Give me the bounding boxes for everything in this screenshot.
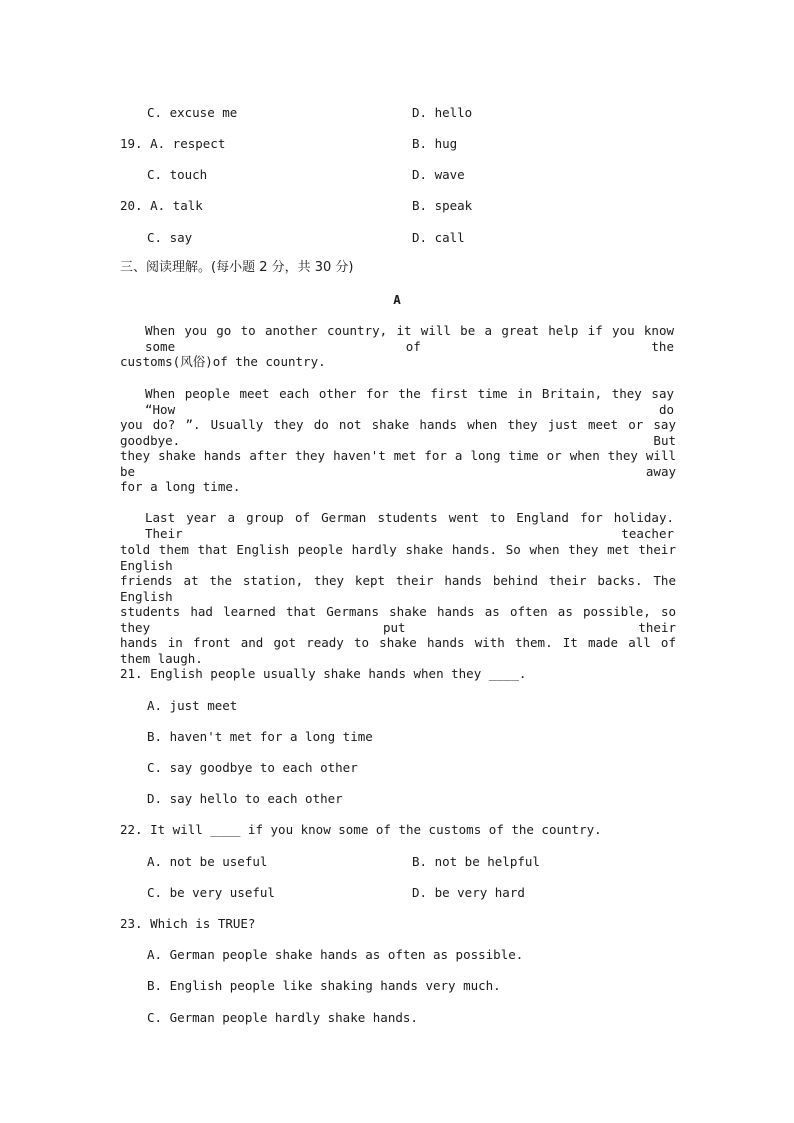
passage-p3-line2: told them that English people hardly shake hands. So when they met their English — [120, 542, 676, 573]
q20-option-d: D. call — [412, 230, 465, 245]
passage-heading: A — [393, 292, 401, 307]
q20-option-c: C. say — [147, 230, 193, 245]
q21-stem: 21. English people usually shake hands when they ____. — [120, 666, 527, 681]
passage-p2-line4: for a long time. — [120, 479, 241, 494]
q21-option-c: C. say goodbye to each other — [147, 760, 358, 775]
q19-option-a: 19. A. respect — [120, 136, 226, 151]
q21-option-d: D. say hello to each other — [147, 791, 343, 806]
passage-p1-line2: customs(风俗)of the country. — [120, 354, 326, 369]
q23-stem: 23. Which is TRUE? — [120, 916, 256, 931]
q20-option-a: 20. A. talk — [120, 198, 203, 213]
q20-option-b: B. speak — [412, 198, 473, 213]
q18-option-c: C. excuse me — [147, 105, 238, 120]
passage-p2-line1: When people meet each other for the first time in Britain, they say “How do — [145, 386, 674, 417]
section-title: 三、阅读理解。(每小题 2 分，共 30 分) — [120, 260, 354, 275]
q22-stem: 22. It will ____ if you know some of the customs of the country. — [120, 822, 602, 837]
q23-option-c: C. German people hardly shake hands. — [147, 1010, 418, 1025]
q19-option-b: B. hug — [412, 136, 458, 151]
passage-p2-line3: they shake hands after they haven't met for a long time or when they will be away — [120, 448, 676, 479]
q22-option-c: C. be very useful — [147, 885, 275, 900]
q22-option-a: A. not be useful — [147, 854, 268, 869]
q18-option-d: D. hello — [412, 105, 473, 120]
passage-p3-line3: friends at the station, they kept their hands behind their backs. The English — [120, 573, 676, 604]
passage-p2-line2: you do? ”. Usually they do not shake hands when they just meet or say goodbye. But — [120, 417, 676, 448]
passage-p1-line1: When you go to another country, it will be a great help if you know some of the — [145, 323, 674, 354]
q21-option-a: A. just meet — [147, 698, 238, 713]
passage-p3-line5: hands in front and got ready to shake hands with them. It made all of them laugh. — [120, 635, 676, 666]
q22-option-b: B. not be helpful — [412, 854, 540, 869]
q22-option-d: D. be very hard — [412, 885, 525, 900]
q19-option-c: C. touch — [147, 167, 208, 182]
q19-option-d: D. wave — [412, 167, 465, 182]
passage-p3-line1: Last year a group of German students went to England for holiday. Their teacher — [145, 510, 674, 541]
q23-option-b: B. English people like shaking hands very much. — [147, 978, 501, 993]
q23-option-a: A. German people shake hands as often as possible. — [147, 947, 524, 962]
q21-option-b: B. haven't met for a long time — [147, 729, 373, 744]
passage-p3-line4: students had learned that Germans shake hands as often as possible, so they put their — [120, 604, 676, 635]
